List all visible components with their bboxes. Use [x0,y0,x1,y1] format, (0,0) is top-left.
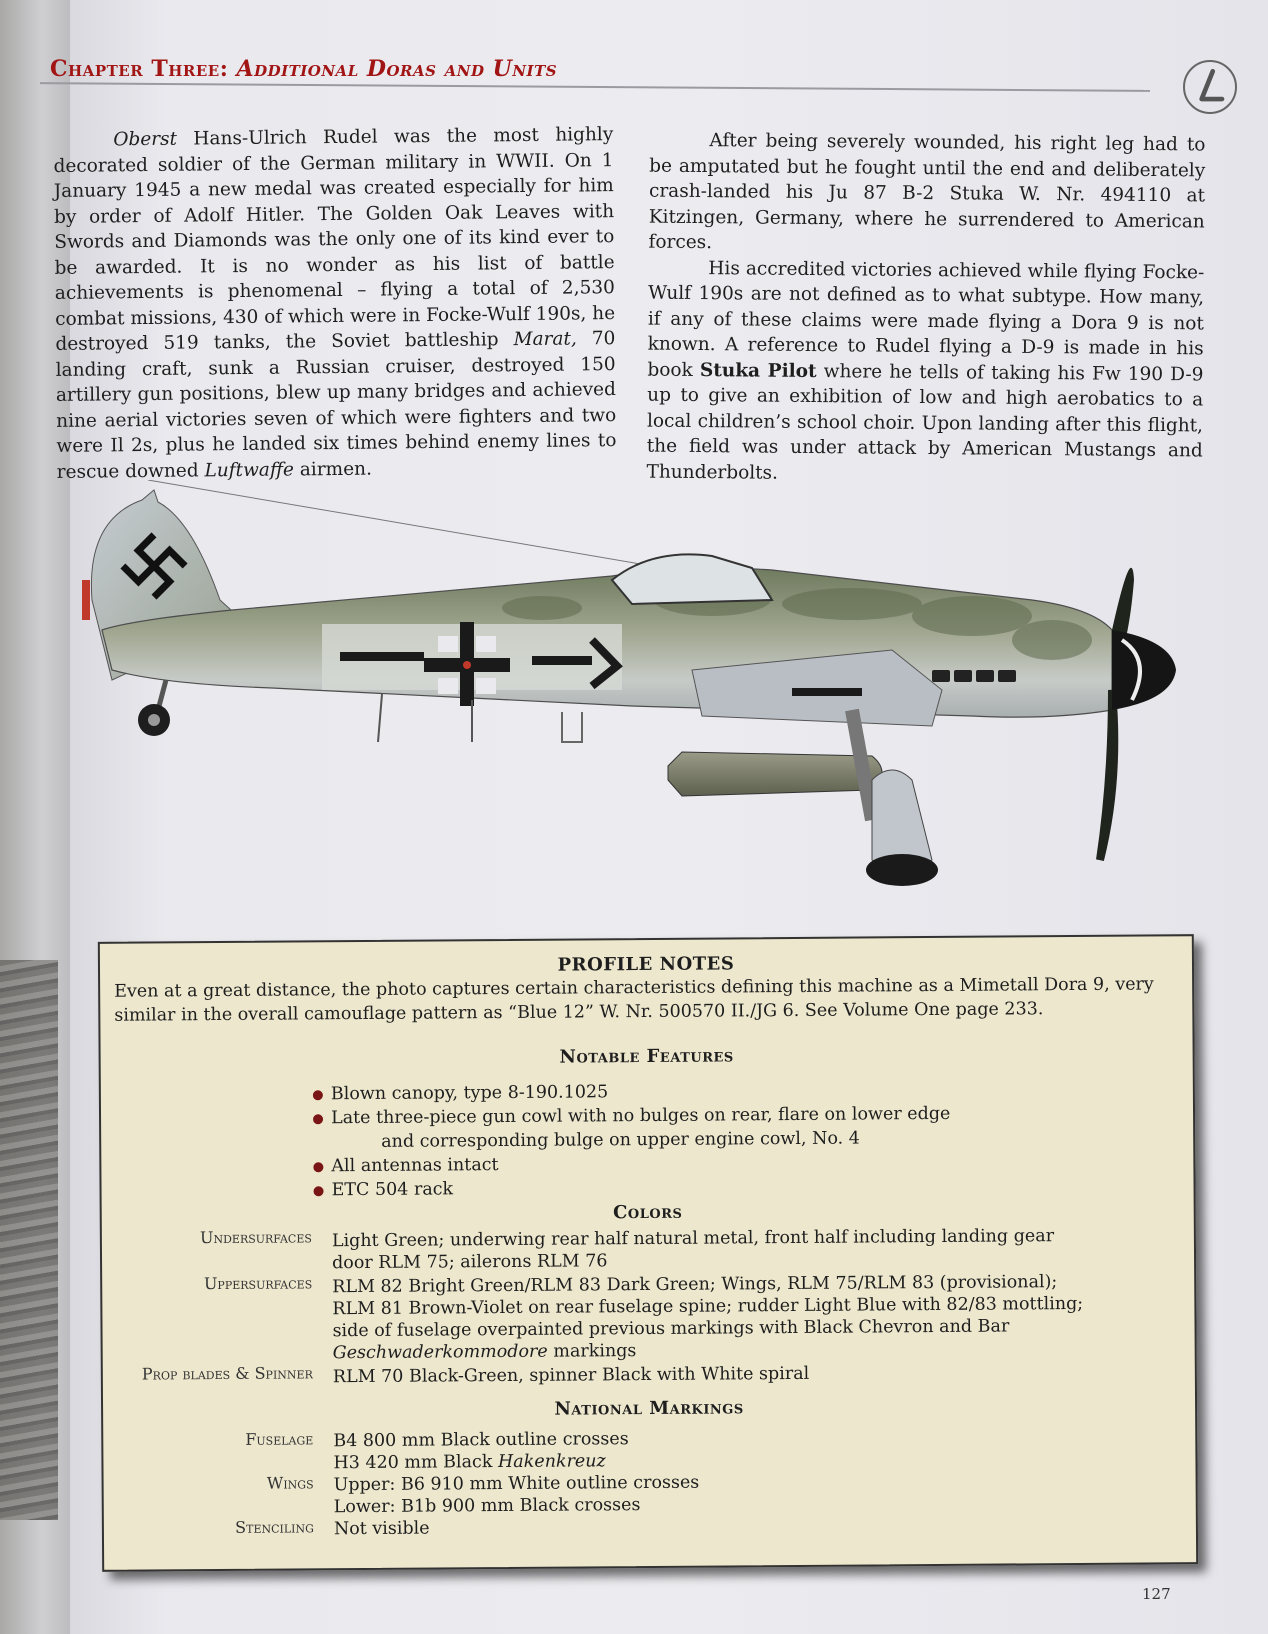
profile-notes-box [98,934,1198,1572]
text-marat: Marat, [513,328,577,351]
chapter-title: Additional Doras and Units [236,56,558,82]
text-geschwaderkommodore: Geschwaderkommodore [332,1341,548,1364]
notable-features-title: Notable Features [559,1045,734,1068]
aircraft-profile-illustration [72,480,1212,920]
chapter-label: Chapter Three: [50,56,229,82]
prop-value [333,1363,810,1388]
prop-label-row [103,1362,313,1385]
feature-item-continuation: and corresponding bulge on upper engine cowl, No. 4 [381,1128,860,1152]
feature-item: ETC 504 rack [311,1173,1011,1202]
main-gear-strut [852,710,872,820]
stenciling-label: Stenciling [235,1517,314,1537]
left-paragraph [53,122,617,485]
publisher-logo-icon [1183,60,1237,114]
colors-title: Colors [612,1201,683,1224]
undersurfaces-label: Undersurfaces [199,1227,312,1248]
text-oberst: Oberst [113,128,178,151]
profile-notes-intro: Even at a great distance, the photo captures certain characteristics defining this machine as a Mimetall Dora 9, very similar in the overall camouflage pattern as “Blue 12” W. Nr. 500570 II./JG 6. See Volume One page 233. [114,974,1154,1026]
rudder-marking [82,580,90,620]
black-bar-marking-2 [532,656,592,665]
fuselage-label: Fuselage [245,1429,314,1449]
text-segment: Hans-Ulrich Rudel was the most highly decorated soldier of the German military in WWII. On 1 January 1945 a new medal was created especially for him by order of Adolf Hitler. The Golden Oak Leaves with Swords and Diamonds was the only one of its kind ever to be awarded. It is no wonder as his list of battle achievements is phenomenal – flying a total of 2,530 combat missions, 430 of which were in Focke-Wulf 190s, he destroyed 519 tanks, the Soviet battleship [53,124,616,355]
wings-value [334,1472,700,1519]
undersurfaces-label-row [102,1226,312,1249]
fug-antenna [562,712,582,742]
undersurfaces-value [332,1225,1054,1274]
fuselage-line: B4 800 mm Black outline crosses [333,1429,629,1452]
black-bar-marking [340,652,424,661]
tail-wheel-hub [148,714,160,726]
wings-label-row [104,1472,314,1495]
etc-504-bomb [668,752,882,796]
text-segment: markings [547,1341,637,1362]
prop-blade-lower [1100,690,1114,860]
page-number: 127 [1142,1585,1171,1603]
text-segment: airmen. [293,458,373,480]
antenna-wire [148,480,652,566]
uppersurfaces-line [333,1337,1084,1364]
feature-item: Late three-piece gun cowl with no bulges on rear, flare on lower edge [311,1101,1011,1130]
uppersurfaces-line: side of fuselage overpainted previous markings with Black Chevron and Bar [332,1316,1010,1342]
text-hakenkreuz: Hakenkreuz [497,1451,606,1473]
left-column-text [53,122,617,485]
uppersurfaces-value [332,1271,1083,1364]
stenciling-label-row [104,1516,314,1539]
wings-line: Upper: B6 910 mm White outline crosses [333,1472,700,1496]
wing-cross-marking [792,688,862,696]
fuselage-line [333,1450,629,1474]
wings-line: Lower: B1b 900 mm Black crosses [333,1495,641,1518]
prop-line: RLM 70 Black-Green, spinner Black with White spiral [332,1363,810,1388]
uppersurfaces-label: Uppersurfaces [203,1273,313,1294]
chapter-header [50,56,557,82]
undersurfaces-line: door RLM 75; ailerons RLM 76 [331,1251,608,1274]
right-column-text [646,128,1205,490]
undersurfaces-line: Light Green; underwing rear half natural metal, front half including landing gear [331,1226,1055,1252]
uppersurfaces-line: RLM 82 Bright Green/RLM 83 Dark Green; Wings, RLM 75/RLM 83 (provisional); [332,1272,1058,1298]
profile-notes-title: PROFILE NOTES [557,953,735,976]
text-segment: 70 landing craft, sunk a Russian cruiser, destroyed 150 artillery gun positions, blew up many bridges and achieved nine aerial victories seven of which were fighters and two were Il 2s, plus he landed six times behind enemy lines to rescue downed [55,328,617,483]
right-paragraph-1: After being severely wounded, his right leg had to be amputated but he fought until the end and deliberately crash-landed his Ju 87 B-2 Stuka W. Nr. 494110 at Kitzingen, Germany, where he surrendered to American forces. [648,130,1206,254]
text-segment: H3 420 mm Black [333,1452,499,1474]
stenciling-value [334,1518,430,1541]
stenciling-line: Not visible [333,1518,430,1540]
text-luftwaffe: Luftwaffe [204,458,295,481]
feature-item: All antennas intact [311,1149,1011,1178]
uppersurfaces-line: RLM 81 Brown-Violet on rear fuselage spine; rudder Light Blue with 82/83 mottling; [332,1293,1084,1320]
prop-label: Prop blades & Spinner [141,1363,313,1384]
text-segment: where he tells of taking his Fw 190 D-9 up to give an exhibition of low and high aerobatics to a local children’s school choir. Upon landing after this flight, the field was under attack by American Mustangs and Thunderbolts. [646,360,1204,484]
canopy [612,554,772,604]
previous-page-photo [0,960,58,1520]
right-paragraph-2 [646,255,1204,489]
text-stuka-pilot: Stuka Pilot [699,359,817,382]
notable-features-list [311,1077,1012,1202]
fuselage-value [333,1428,629,1474]
feature-item: Blown canopy, type 8-190.1025 [311,1077,1011,1106]
antenna-mast [378,694,382,742]
uppersurfaces-label-row [102,1272,312,1295]
national-markings-title: National Markings [554,1397,744,1420]
fuselage-label-row [103,1428,313,1451]
main-wheel [866,854,938,886]
wings-label: Wings [266,1473,314,1493]
text-segment: His accredited victories achieved while flying Focke-Wulf 190s are not defined as to what subtype. How many, if any of these claims were made flying a Dora 9 is not known. A reference to Rudel flying a D-9 is made in his book [647,257,1205,381]
